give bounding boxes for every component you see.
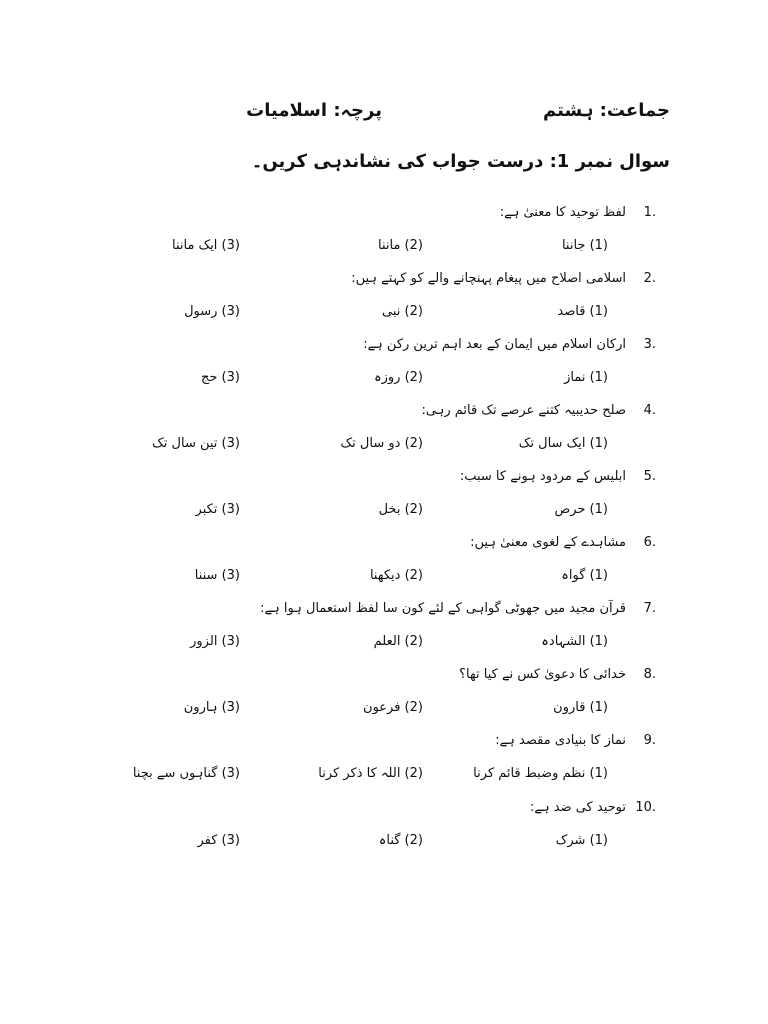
option-3: (3) ہارون	[183, 700, 240, 715]
option-1: (1) قاصد	[557, 304, 608, 319]
option-3: (3) تین سال تک	[152, 436, 240, 451]
question-8	[136, 667, 656, 682]
question-text: نماز کا بنیادی مقصد ہے:	[495, 733, 626, 748]
question-text: مشاہدے کے لغوی معنیٰ ہیں:	[470, 535, 626, 550]
class-label: جماعت: ہشتم	[543, 100, 670, 121]
question-number: 5.	[643, 469, 656, 484]
question-number: 7.	[643, 601, 656, 616]
question-number: 8.	[643, 667, 656, 682]
question-text: ابلیس کے مردود ہونے کا سبب:	[459, 469, 626, 484]
question-1	[136, 205, 656, 220]
option-2: (2) دیکھنا	[369, 568, 423, 583]
question-2	[136, 271, 656, 286]
question-10	[136, 800, 656, 815]
option-3: (3) تکبر	[195, 502, 240, 517]
option-1: (1) جاننا	[561, 238, 608, 253]
section-heading: سوال نمبر 1: درست جواب کی نشاندہی کریں۔	[251, 151, 670, 172]
question-text: توحید کی ضد ہے:	[529, 800, 626, 815]
option-1: (1) قارون	[553, 700, 608, 715]
option-2: (2) اللہ کا ذکر کرنا	[318, 766, 423, 781]
option-3: (3) رسول	[184, 304, 240, 319]
question-text: لفظ توحید کا معنیٰ ہے:	[499, 205, 626, 220]
question-number: 9.	[643, 733, 656, 748]
option-2: (2) العلم	[373, 634, 423, 649]
question-number: 1.	[643, 205, 656, 220]
subject-label: پرچہ: اسلامیات	[246, 100, 382, 121]
option-3: (3) سننا	[194, 568, 240, 583]
option-1: (1) حرص	[554, 502, 608, 517]
option-1: (1) ایک سال تک	[518, 436, 608, 451]
question-6	[136, 535, 656, 550]
option-1: (1) نماز	[564, 370, 608, 385]
question-7	[136, 601, 656, 616]
question-text: قرآن مجید میں جھوٹی گواہی کے لئے کون سا لفظ استعمال ہوا ہے:	[260, 601, 626, 616]
question-number: 2.	[643, 271, 656, 286]
question-number: 4.	[643, 403, 656, 418]
question-text: صلح حدیبیہ کتنے عرصے تک قائم رہی:	[421, 403, 626, 418]
question-9	[136, 733, 656, 748]
option-2: (2) نبی	[382, 304, 423, 319]
option-2: (2) ماننا	[378, 238, 423, 253]
option-1: (1) گواہ	[561, 568, 608, 583]
option-3: (3) الزور	[190, 634, 240, 649]
option-2: (2) گناہ	[378, 833, 423, 848]
question-3	[136, 337, 656, 352]
option-1: (1) الشہادہ	[541, 634, 608, 649]
question-5	[136, 469, 656, 484]
option-2: (2) فرعون	[363, 700, 423, 715]
question-number: 3.	[643, 337, 656, 352]
option-2: (2) بخل	[378, 502, 423, 517]
option-3: (3) کفر	[197, 833, 240, 848]
option-2: (2) روزہ	[373, 370, 423, 385]
question-text: خدائی کا دعویٰ کس نے کیا تھا؟	[459, 667, 626, 682]
question-4	[136, 403, 656, 418]
option-1: (1) شرک	[555, 833, 608, 848]
question-text: اسلامی اصلاح میں پیغام پہنچانے والے کو کہتے ہیں:	[351, 271, 626, 286]
option-3: (3) ایک ماننا	[172, 238, 240, 253]
option-3: (3) حج	[201, 370, 240, 385]
question-number: 10.	[635, 800, 656, 815]
question-text: ارکان اسلام میں ایمان کے بعد اہم ترین رکن ہے:	[363, 337, 626, 352]
question-number: 6.	[643, 535, 656, 550]
option-1: (1) نظم وضبط قائم کرنا	[473, 766, 608, 781]
option-2: (2) دو سال تک	[340, 436, 423, 451]
option-3: (3) گناہوں سے بچنا	[132, 766, 240, 781]
